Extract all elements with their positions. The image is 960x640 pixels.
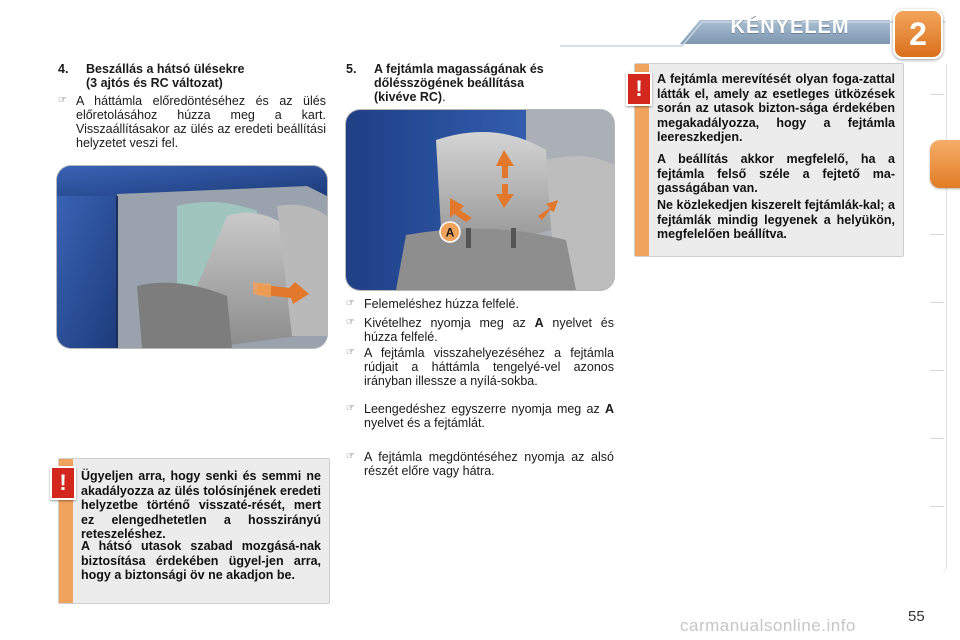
bullet-text-part: nyelvet és a fejtámlát. bbox=[364, 416, 485, 430]
section-number: 5. bbox=[346, 62, 357, 76]
exclamation-icon: ! bbox=[626, 72, 652, 106]
section-5-bullet bbox=[346, 450, 614, 478]
section-4-bullet bbox=[58, 94, 326, 150]
section-5-bullet bbox=[346, 316, 614, 344]
bullet-text-part: nyelvet és húzza felfelé. bbox=[364, 316, 614, 344]
warning-text: A beállítás akkor megfelelő, ha a fejtámla felső széle a fejtető ma-gasságában van. bbox=[657, 152, 895, 195]
section-title-line bbox=[346, 90, 616, 104]
chapter-title: KÉNYELEM bbox=[730, 16, 850, 38]
section-title-line: (3 ajtós és RC változat) bbox=[86, 76, 223, 90]
tab-divider bbox=[930, 94, 944, 95]
section-5-bullet bbox=[346, 297, 614, 311]
bullet-text: A fejtámla megdöntéséhez nyomja az alsó részét előre vagy hátra. bbox=[364, 450, 614, 478]
headrest-photo bbox=[346, 110, 614, 290]
section-5-bullet bbox=[346, 346, 614, 388]
section-title-punct: . bbox=[442, 90, 446, 104]
bullet-text: A fejtámla visszahelyezéséhez a fejtámla rúdjait a háttámla tengelyé-vel azonos irányban illessze a nyílá-sokba. bbox=[364, 346, 614, 388]
pointing-hand-icon: ☞ bbox=[346, 317, 355, 328]
warning-text: A hátsó utasok szabad mozgásá-nak biztosítása érdekében ügyel-jen arra, hogy a biztonsági öv ne akadjon be. bbox=[81, 539, 321, 582]
tab-divider bbox=[930, 234, 944, 235]
tab-divider bbox=[930, 302, 944, 303]
bullet-text bbox=[346, 402, 614, 430]
chapter-number-badge: 2 bbox=[893, 9, 943, 59]
warning-text: Ügyeljen arra, hogy senki és semmi ne akadályozza az ülés tolósínjének eredeti helyzetbe történő visszaté-rését, mert ez elengedhetetlen a hosszirányú reteszeléshez. bbox=[81, 469, 321, 541]
section-title-line: A fejtámla magasságának és bbox=[374, 62, 544, 76]
rear-seat-photo bbox=[57, 166, 327, 348]
bullet-text: Felemeléshez húzza felfelé. bbox=[364, 297, 519, 311]
bullet-text-part: Kivételhez nyomja meg az bbox=[364, 316, 535, 330]
pointing-hand-icon: ☞ bbox=[346, 403, 355, 414]
page-number: 55 bbox=[908, 608, 925, 625]
warning-box-seat bbox=[58, 458, 330, 604]
headrest-photo-wrap bbox=[346, 110, 614, 290]
watermark: carmanualsonline.info bbox=[680, 616, 856, 635]
pointing-hand-icon: ☞ bbox=[346, 451, 355, 462]
tab-divider bbox=[930, 506, 944, 507]
bullet-text-bold: A bbox=[534, 316, 544, 330]
bullet-text-part: Leengedéshez egyszerre nyomja meg az bbox=[364, 402, 605, 416]
warning-text: A fejtámla merevítését olyan foga-zattal látták el, amely az esetleges ütközések során az utasok bizton-sága érdekében megakadályozza, hogy a fejtámla leereszkedjen. bbox=[657, 72, 895, 144]
section-5-heading bbox=[346, 62, 616, 104]
section-title-line: dőlésszögének beállítása bbox=[374, 76, 525, 90]
section-5-bullet bbox=[346, 402, 614, 430]
warning-box-headrest bbox=[634, 63, 904, 257]
pointing-hand-icon: ☞ bbox=[346, 347, 355, 358]
tab-divider bbox=[930, 438, 944, 439]
chapter-tab-active[interactable] bbox=[930, 140, 960, 188]
tab-divider bbox=[930, 370, 944, 371]
warning-text: Ne közlekedjen kiszerelt fejtámlák-kal; a fejtámlák mindig legyenek a helyükön, megfelelően beállítva. bbox=[657, 198, 895, 241]
section-number: 4. bbox=[58, 62, 69, 76]
section-title-text: (kivéve RC) bbox=[374, 90, 443, 104]
bullet-text: A háttámla előredöntéséhez és az ülés előretolásához húzza meg a kart. Visszaállításakor az ülés az eredeti beállítási helyzetet veszi fel. bbox=[76, 94, 326, 150]
section-title-line: Beszállás a hátsó ülésekre bbox=[86, 62, 245, 76]
bullet-text bbox=[346, 316, 614, 344]
callout-label-a: A bbox=[445, 225, 455, 240]
exclamation-icon: ! bbox=[50, 466, 76, 500]
pointing-hand-icon: ☞ bbox=[58, 95, 67, 106]
section-4-heading bbox=[58, 62, 328, 90]
pointing-hand-icon: ☞ bbox=[346, 298, 355, 309]
bullet-text-bold: A bbox=[604, 402, 614, 416]
